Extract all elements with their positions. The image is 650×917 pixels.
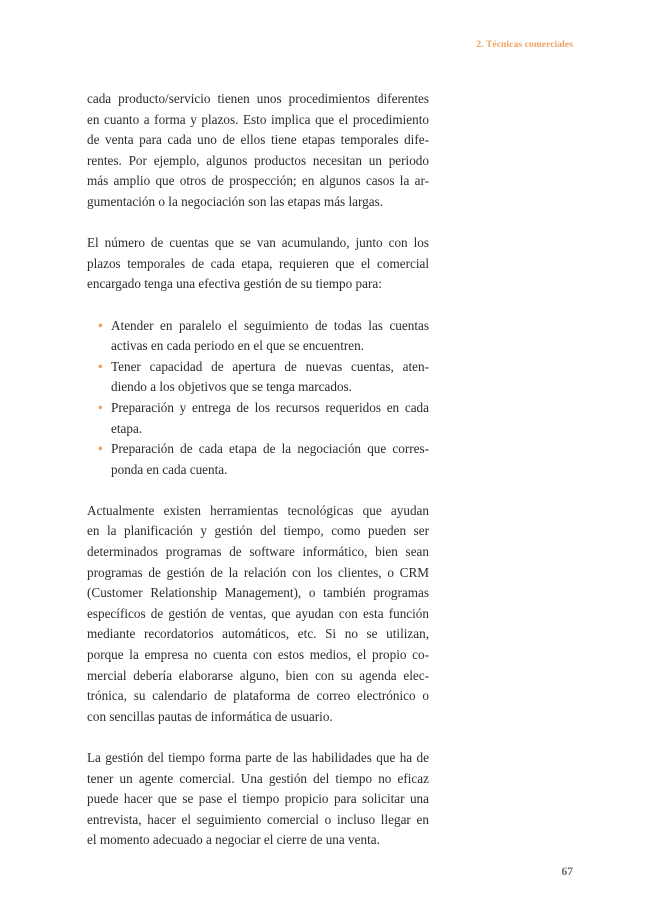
paragraph-line: encargado tenga una efectiva gestión de su tiempo para: <box>87 276 382 292</box>
bullet-icon: • <box>98 317 103 333</box>
list-item <box>98 439 429 480</box>
list-item <box>98 398 429 439</box>
paragraph-line: de venta para cada uno de ellos tiene etapas temporales dife- <box>87 132 429 148</box>
paragraph-line: gumentación o la negociación son las etapas más largas. <box>87 193 384 209</box>
paragraph-line: en cuanto a forma y plazos. Esto implica que el procedimiento <box>87 111 429 127</box>
paragraph-line: específicos de gestión de ventas, que ayudan con esta función <box>87 605 429 621</box>
paragraph-line: puede hacer que se pase el tiempo propicio para solicitar una <box>87 791 429 807</box>
paragraph-line: plazos temporales de cada etapa, requieren que el comercial <box>87 255 429 271</box>
list-item <box>98 357 429 398</box>
paragraph-line: rentes. Por ejemplo, algunos productos necesitan un periodo <box>87 152 429 168</box>
bullet-icon: • <box>98 441 103 457</box>
paragraph-line: entrevista, hacer el seguimiento comercial o incluso llegar en <box>87 811 429 827</box>
list-item-line: etapa. <box>111 420 143 436</box>
list-item-line: Preparación y entrega de los recursos requeridos en cada <box>111 399 429 415</box>
paragraph-line: trónica, su calendario de plataforma de correo electrónico o <box>87 688 429 704</box>
paragraph-line: el momento adecuado a negociar el cierre de una venta. <box>87 832 380 848</box>
paragraph-3 <box>87 501 429 728</box>
paragraph-1 <box>87 89 429 213</box>
bullet-icon: • <box>98 358 103 374</box>
list-item-line: Atender en paralelo el seguimiento de todas las cuentas <box>111 317 429 333</box>
paragraph-line: en la planificación y gestión del tiempo, como pueden ser <box>87 523 429 539</box>
bullet-icon: • <box>98 399 103 415</box>
paragraph-line: programas de gestión de la relación con los clientes, o CRM <box>87 564 429 580</box>
paragraph-line: La gestión del tiempo forma parte de las habilidades que ha de <box>87 750 429 765</box>
running-header: 2. Técnicas comerciales <box>476 40 573 50</box>
bullet-list <box>87 316 429 481</box>
list-item-line: diendo a los objetivos que se tenga marcados. <box>111 379 352 395</box>
list-item <box>98 316 429 357</box>
list-item-line: activas en cada periodo en el que se encuentren. <box>111 338 365 354</box>
paragraph-line: más amplio que otros de prospección; en algunos casos la ar- <box>87 173 429 189</box>
paragraph-line: mercial debería elaborarse alguno, bien con su agenda elec- <box>87 667 429 683</box>
paragraph-line: determinados programas de software informático, bien sean <box>87 544 429 560</box>
page-number: 67 <box>561 866 573 878</box>
paragraph-line: cada producto/servicio tienen unos procedimientos diferentes <box>87 91 429 106</box>
paragraph-line: porque la empresa no cuenta con estos medios, el propio co- <box>87 647 429 663</box>
list-item-line: ponda en cada cuenta. <box>111 461 228 477</box>
paragraph-line: El número de cuentas que se van acumulando, junto con los <box>87 235 429 251</box>
paragraph-line: mediante recordatorios automáticos, etc. Si no se utilizan, <box>87 626 429 642</box>
paragraph-line: con sencillas pautas de informática de usuario. <box>87 708 333 724</box>
list-item-line: Preparación de cada etapa de la negociación que corres- <box>111 441 429 457</box>
paragraph-line: (Customer Relationship Management), o también programas <box>87 585 429 601</box>
paragraph-2 <box>87 233 429 295</box>
paragraph-4 <box>87 748 429 851</box>
body-text <box>87 89 429 851</box>
paragraph-line: tener un agente comercial. Una gestión del tiempo no eficaz <box>87 770 429 786</box>
list-item-line: Tener capacidad de apertura de nuevas cuentas, aten- <box>111 358 429 374</box>
paragraph-line: Actualmente existen herramientas tecnológicas que ayudan <box>87 502 429 518</box>
